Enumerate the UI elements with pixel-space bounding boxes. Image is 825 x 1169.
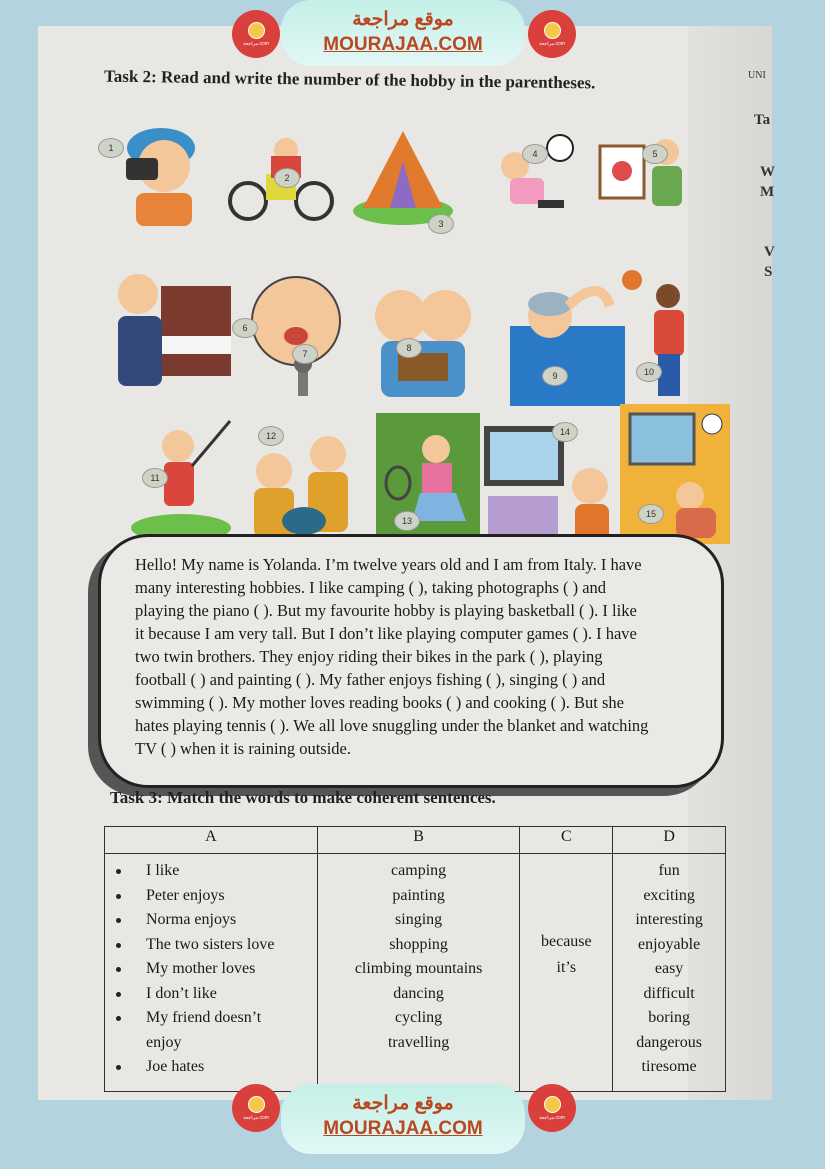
hobby-number-4: 4 — [522, 144, 548, 164]
side-text-m: M — [760, 184, 775, 200]
matching-table — [104, 826, 726, 1092]
site-logo-left-bottom — [232, 1084, 280, 1132]
column-a-item: My friend doesn’t — [106, 1006, 316, 1031]
photographing-girl-picture — [106, 108, 216, 228]
column-a-item: Norma enjoys — [106, 908, 316, 933]
column-a-item: Joe hates — [106, 1055, 316, 1080]
logo-label: مراجعة.com — [243, 1114, 269, 1121]
column-a-item: My mother loves — [106, 957, 316, 982]
computer-games-picture — [480, 416, 620, 546]
football-girl-picture — [470, 126, 580, 226]
hobby-number-10: 10 — [636, 362, 662, 382]
column-header-b: B — [317, 827, 520, 854]
side-text-w: W — [760, 164, 775, 180]
column-d-item: enjoyable — [638, 935, 701, 953]
yolanda-story — [135, 553, 695, 760]
column-b-item: painting — [392, 886, 445, 904]
story-box — [98, 534, 724, 788]
column-a-item: I don’t like — [106, 982, 316, 1007]
column-header-a: A — [105, 827, 318, 854]
hobby-number-3: 3 — [428, 214, 454, 234]
hobby-number-7: 7 — [292, 344, 318, 364]
hobby-number-11: 11 — [142, 468, 168, 488]
hobby-number-5: 5 — [642, 144, 668, 164]
side-text-v: V — [764, 244, 775, 260]
column-b-item: dancing — [393, 984, 444, 1002]
story-line: hates playing tennis ( ). We all love snuggling under the blanket and watching — [135, 716, 649, 735]
side-unit-text: UNI — [748, 70, 766, 81]
story-line: swimming ( ). My mother loves reading books ( ) and cooking ( ). But she — [135, 693, 624, 712]
side-text-ta: Ta — [754, 112, 771, 128]
hobby-number-2: 2 — [274, 168, 300, 188]
logo-face-icon — [248, 22, 265, 39]
story-line: it because I am very tall. But I don’t like playing computer games ( ). I have — [135, 624, 637, 643]
column-d-list — [614, 855, 724, 1080]
column-b-item: camping — [391, 862, 447, 879]
logo-label: مراجعة.com — [539, 1114, 565, 1121]
site-logo-left-top — [232, 10, 280, 58]
story-line: many interesting hobbies. I like camping ( ), taking photographs ( ) and — [135, 578, 607, 597]
hobby-number-14: 14 — [552, 422, 578, 442]
side-text-s: S — [764, 264, 773, 280]
basketball-player-picture — [618, 266, 708, 406]
site-logo-right-top — [528, 10, 576, 58]
hobby-number-1: 1 — [98, 138, 124, 158]
logo-label: مراجعة.com — [243, 40, 269, 47]
story-line: two twin brothers. They enjoy riding their bikes in the park ( ), playing — [135, 647, 603, 666]
swimming-girl-picture — [510, 266, 625, 406]
bottom-site-banner[interactable] — [281, 1084, 525, 1154]
column-b-item: shopping — [389, 935, 448, 953]
story-line: football ( ) and painting ( ). My father enjoys fishing ( ), singing ( ) and — [135, 670, 606, 689]
column-c-cell — [520, 854, 613, 1092]
column-b-item: cycling — [395, 1009, 443, 1026]
hobby-number-9: 9 — [542, 366, 568, 386]
column-d-item: difficult — [643, 984, 695, 1002]
column-header-c: C — [520, 827, 613, 854]
column-d-item: interesting — [635, 911, 703, 928]
column-a-item: Peter enjoys — [106, 884, 316, 909]
column-b-list — [319, 855, 519, 1055]
column-b-cell — [317, 854, 520, 1092]
painting-boy-picture — [592, 126, 702, 226]
hobby-number-12: 12 — [258, 426, 284, 446]
column-b-item: climbing mountains — [354, 960, 483, 977]
column-a-item: I like — [106, 859, 316, 884]
column-a-list — [106, 855, 316, 1080]
story-line: Hello! My name is Yolanda. I’m twelve years old and I am from Italy. I have — [135, 555, 642, 574]
column-header-d: D — [613, 827, 726, 854]
column-d-item: easy — [654, 960, 684, 977]
banner-arabic-text: موقع مراجعة — [352, 9, 454, 30]
task2-title: Task 2: Read and write the number of the hobby in the parentheses. — [103, 66, 596, 93]
banner-arabic-text: موقع مراجعة — [352, 1093, 454, 1114]
column-b-item: travelling — [387, 1033, 450, 1051]
logo-label: مراجعة.com — [539, 40, 565, 47]
tennis-girl-picture — [376, 413, 480, 553]
column-a-item: The two sisters love — [106, 933, 316, 958]
column-d-item: tiresome — [641, 1058, 697, 1075]
hobby-number-8: 8 — [396, 338, 422, 358]
story-line: TV ( ) when it is raining outside. — [135, 739, 351, 758]
hobby-number-15: 15 — [638, 504, 664, 524]
column-a-cell — [105, 854, 318, 1092]
piano-man-picture — [106, 256, 236, 406]
camping-tent-picture — [348, 126, 458, 226]
column-d-item: fun — [658, 862, 680, 879]
top-site-banner[interactable] — [281, 0, 525, 66]
site-logo-right-bottom — [528, 1084, 576, 1132]
column-d-cell — [613, 854, 726, 1092]
column-a-item: enjoy — [146, 1033, 182, 1051]
hobby-number-6: 6 — [232, 318, 258, 338]
singing-boy-picture — [238, 266, 358, 406]
hobby-number-13: 13 — [394, 511, 420, 531]
column-b-item: singing — [395, 911, 443, 928]
column-c-item: because — [540, 933, 592, 950]
hobby-pictures — [98, 106, 698, 546]
column-d-item: boring — [648, 1009, 690, 1026]
banner-site-link[interactable]: MOURAJAA.COM — [323, 1118, 483, 1139]
worksheet-page — [38, 26, 775, 1100]
reading-kids-picture — [363, 271, 483, 406]
logo-face-icon — [248, 1096, 265, 1113]
watching-tv-picture — [620, 404, 730, 544]
logo-face-icon — [544, 22, 561, 39]
task3-title: Task 3: Match the words to make coherent sentences. — [110, 788, 496, 807]
column-c-item: it’s — [556, 959, 577, 976]
column-c-list — [521, 855, 611, 981]
story-line: playing the piano ( ). But my favourite hobby is playing basketball ( ). I like — [135, 601, 637, 620]
banner-site-link[interactable]: MOURAJAA.COM — [323, 34, 483, 55]
column-d-item: dangerous — [636, 1033, 702, 1051]
logo-face-icon — [544, 1096, 561, 1113]
column-d-item: exciting — [643, 886, 695, 904]
